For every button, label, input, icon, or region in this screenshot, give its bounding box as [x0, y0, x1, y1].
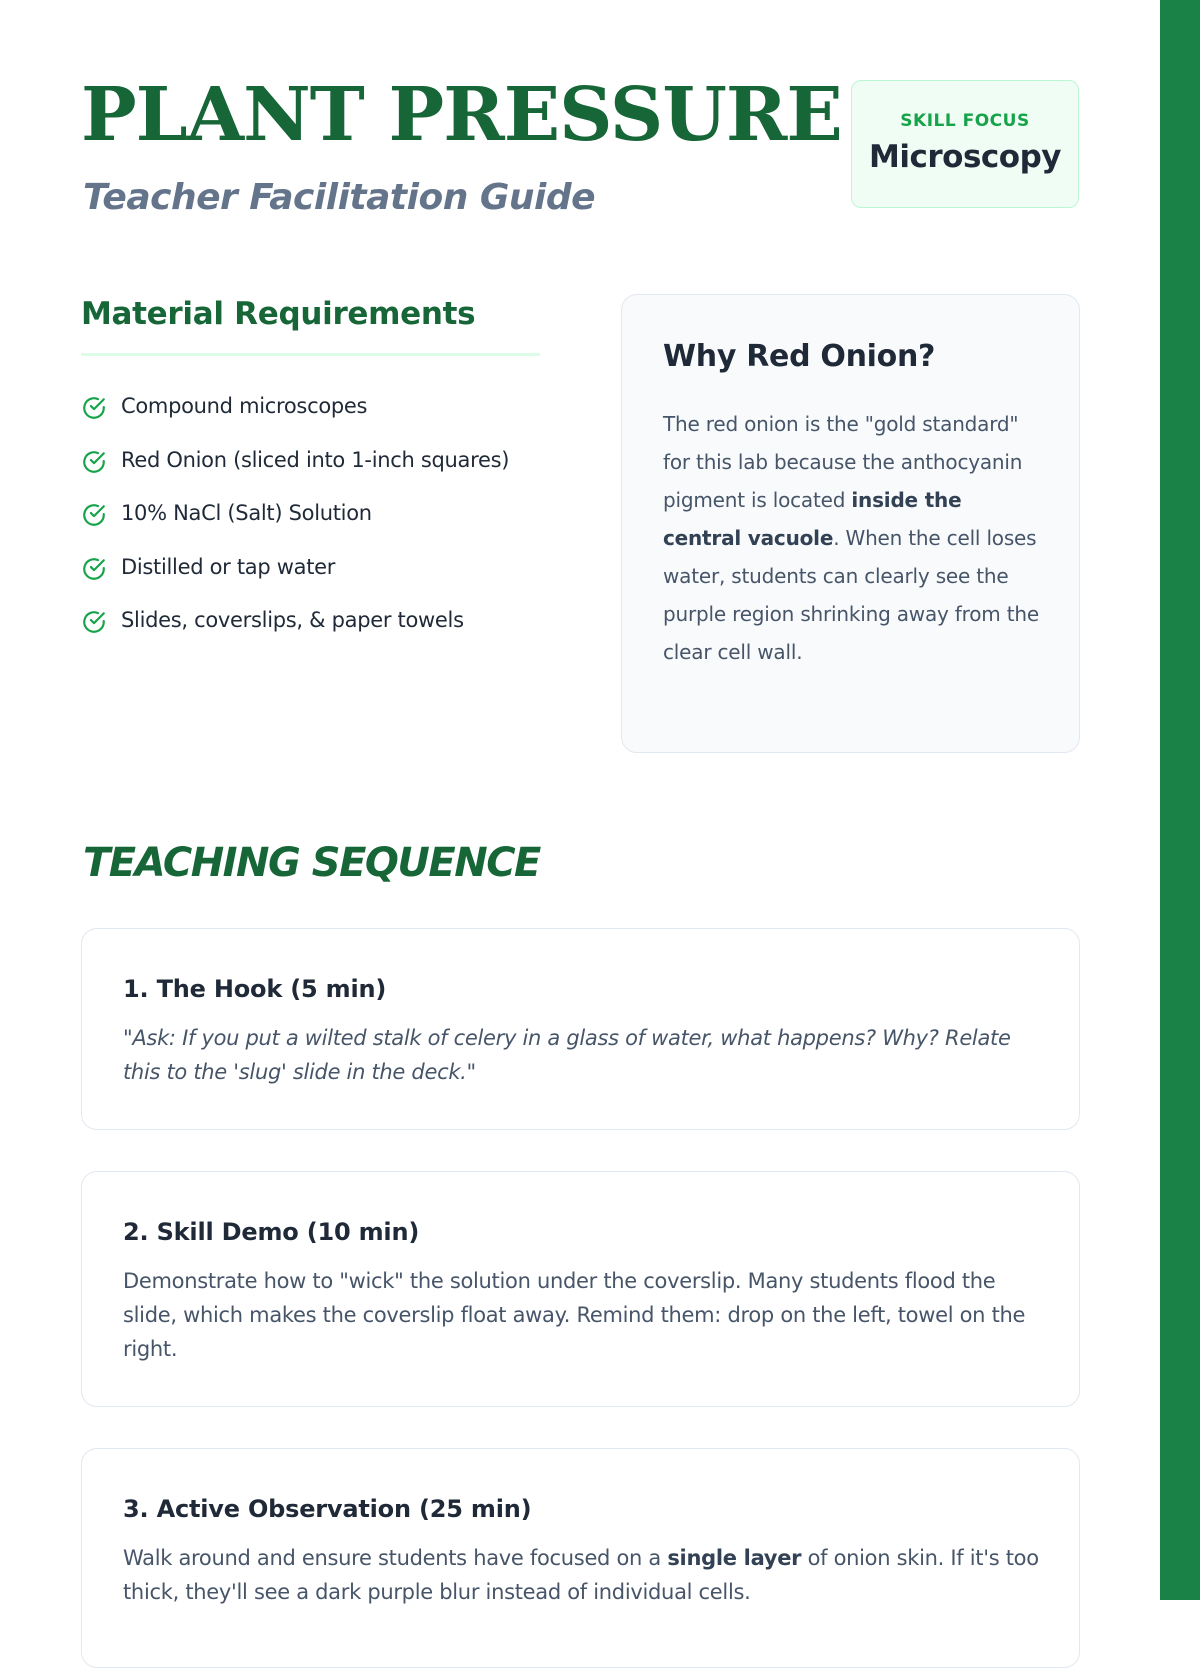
page-subtitle: Teacher Facilitation Guide: [83, 177, 596, 218]
check-circle-icon: [81, 502, 107, 528]
list-item: [81, 394, 551, 448]
material-item-label: Distilled or tap water: [121, 554, 336, 579]
why-card-emphasis: inside the central vacuole: [663, 488, 962, 550]
materials-divider: [81, 353, 540, 356]
skill-focus-label: SKILL FOCUS: [900, 111, 1030, 131]
step-body: Demonstrate how to "wick" the solution under the coverslip. Many students flood the slide, which makes the coverslip float away. Remind them: drop on the left, towel on the right.: [123, 1269, 1026, 1361]
materials-list: [81, 394, 551, 662]
list-item: [81, 608, 551, 662]
side-accent-bar: [1160, 0, 1200, 1600]
check-circle-icon: [81, 609, 107, 635]
step-card-hook: [81, 928, 1080, 1130]
step-title: 3. Active Observation (25 min): [123, 1495, 532, 1523]
list-item: [81, 501, 551, 555]
material-item-label: Red Onion (sliced into 1-inch squares): [121, 447, 510, 472]
step-body: [123, 1541, 1043, 1609]
list-item: [81, 448, 551, 502]
skill-focus-badge: [851, 80, 1079, 208]
why-card-text-end: . When the cell loses water, students can clearly see the purple region shrinking away from the clear cell wall.: [663, 526, 1039, 664]
step-card-active-observation: [81, 1448, 1080, 1668]
why-card-body: [663, 405, 1043, 671]
why-card-text: The red onion is the "gold standard" for this lab because the anthocyanin pigment is located: [663, 412, 1023, 512]
teaching-sequence-heading: TEACHING SEQUENCE: [83, 840, 540, 886]
step-title: 2. Skill Demo (10 min): [123, 1218, 420, 1246]
step-body-text-end: of onion skin. If it's too thick, they'll see a dark purple blur instead of individual cells.: [123, 1546, 1039, 1604]
check-circle-icon: [81, 449, 107, 475]
step-body-text: Walk around and ensure students have focused on a: [123, 1546, 668, 1570]
step-card-skill-demo: [81, 1171, 1080, 1407]
material-item-label: Slides, coverslips, & paper towels: [121, 608, 464, 632]
check-circle-icon: [81, 556, 107, 582]
materials-heading: Material Requirements: [81, 296, 476, 332]
step-title: 1. The Hook (5 min): [123, 975, 387, 1003]
why-red-onion-card: [621, 294, 1080, 753]
check-circle-icon: [81, 395, 107, 421]
page-title: PLANT PRESSURE: [81, 72, 842, 158]
why-card-heading: Why Red Onion?: [663, 339, 936, 374]
step-body: "Ask: If you put a wilted stalk of celery in a glass of water, what happens? Why? Relate this to the 'slug' slide in the deck.": [123, 1026, 1011, 1084]
material-item-label: 10% NaCl (Salt) Solution: [121, 501, 372, 525]
skill-focus-value: Microscopy: [869, 139, 1061, 175]
material-item-label: Compound microscopes: [121, 394, 368, 418]
list-item: [81, 555, 551, 609]
step-body-emphasis: single layer: [667, 1546, 802, 1570]
